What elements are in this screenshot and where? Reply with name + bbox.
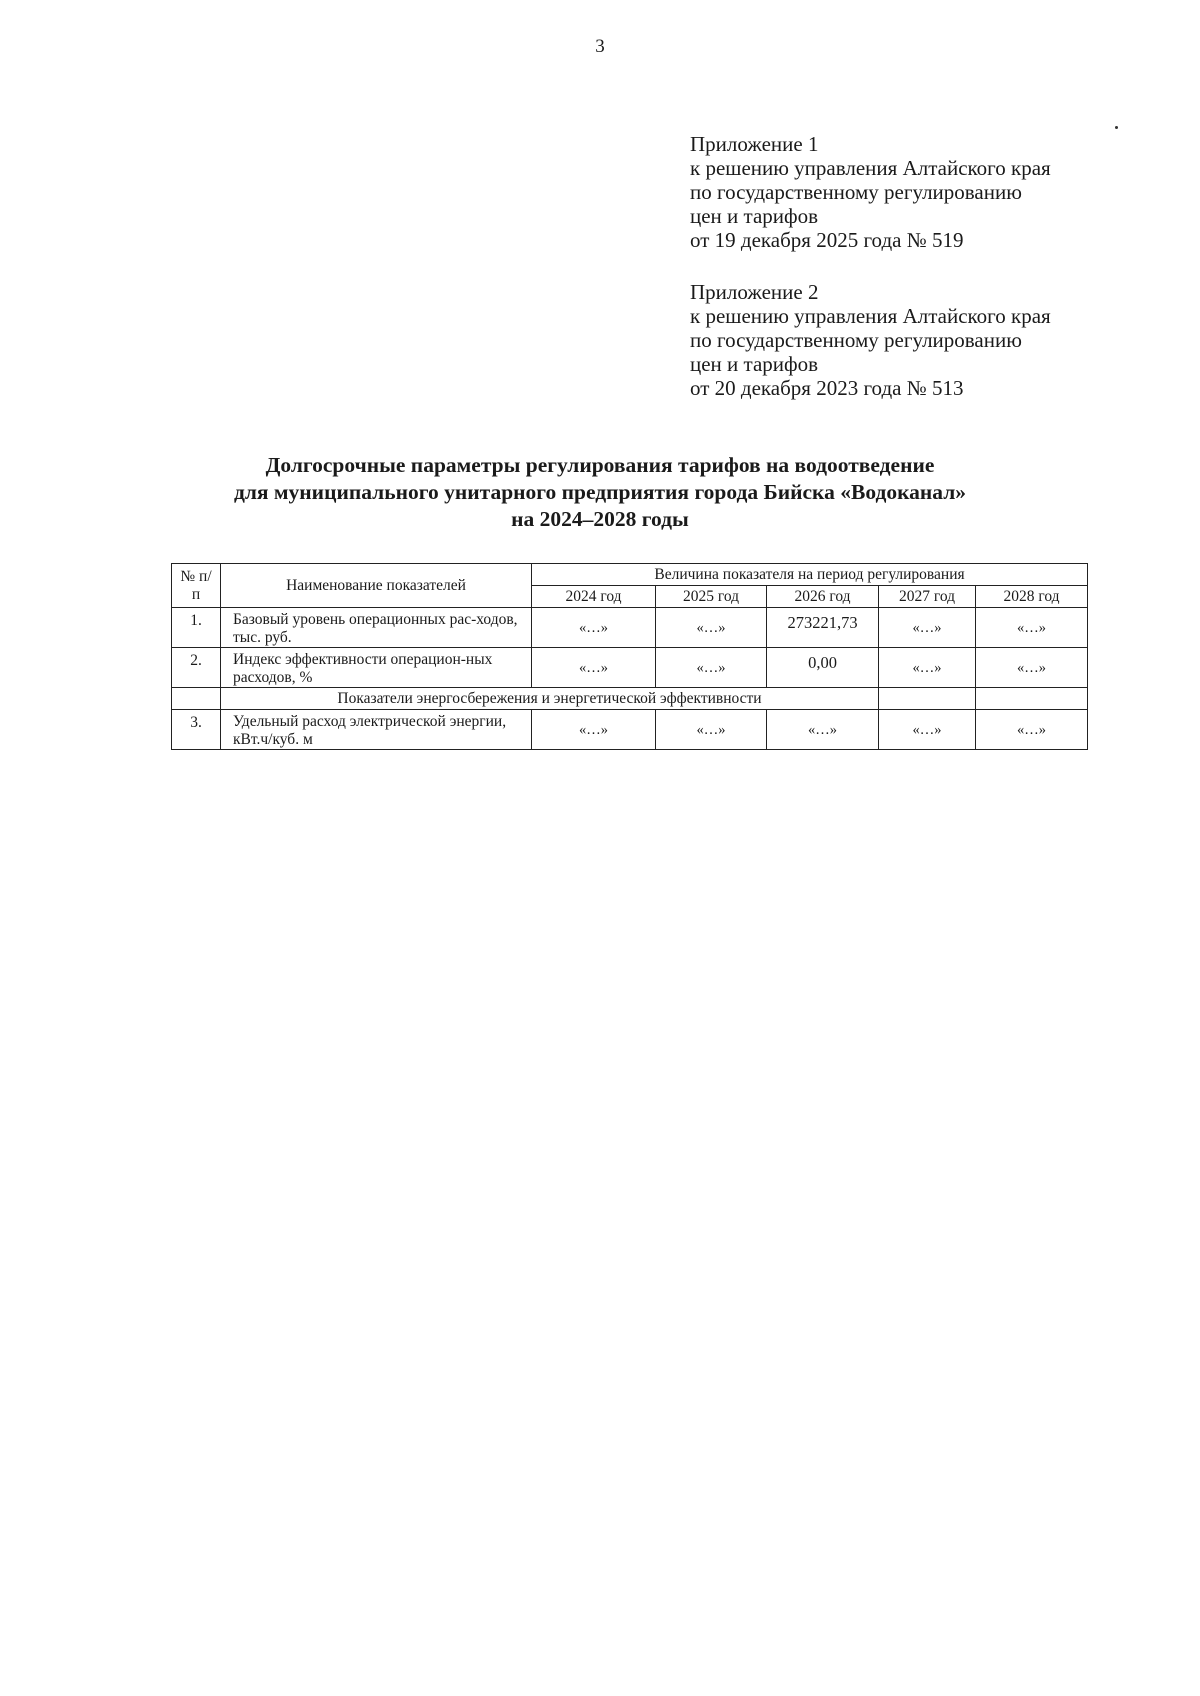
row-value: «…»: [656, 608, 767, 648]
row-value: «…»: [976, 608, 1088, 648]
appendix-1-line: к решению управления Алтайского края: [690, 156, 1051, 180]
appendix-2-line: по государственному регулированию: [690, 328, 1022, 352]
row-value: «…»: [879, 710, 976, 750]
header-row: [172, 564, 1088, 586]
row-name: Базовый уровень операционных рас-ходов, тыс. руб.: [221, 608, 532, 648]
appendix-1-line: по государственному регулированию: [690, 180, 1022, 204]
row-value: «…»: [656, 648, 767, 688]
row-value: «…»: [532, 608, 656, 648]
row-num: 1.: [172, 608, 221, 648]
header-period: Величина показателя на период регулирования: [532, 564, 1088, 586]
appendix-2-block: [690, 280, 1051, 400]
section-title: Показатели энергосбережения и энергетической эффективности: [221, 688, 879, 710]
section-num-blank: [172, 688, 221, 710]
section-blank-cell: [879, 688, 976, 710]
table-row: [172, 608, 1088, 648]
title-line: для муниципального унитарного предприятия города Бийска «Водоканал»: [233, 480, 967, 504]
page-number: 3: [595, 36, 605, 57]
row-value: 0,00: [767, 648, 879, 688]
header-year: 2027 год: [879, 586, 976, 608]
appendix-1-line: Приложение 1: [690, 132, 819, 156]
section-blank-cell: [976, 688, 1088, 710]
header-year: 2026 год: [767, 586, 879, 608]
title-line: на 2024–2028 годы: [511, 507, 689, 531]
row-value: «…»: [532, 648, 656, 688]
appendix-1-block: [690, 132, 1051, 252]
header-year: 2025 год: [656, 586, 767, 608]
table-row: [172, 710, 1088, 750]
header-year: 2028 год: [976, 586, 1088, 608]
appendix-2-line: Приложение 2: [690, 280, 819, 304]
row-num: 3.: [172, 710, 221, 750]
appendix-2-line: от 20 декабря 2023 года № 513: [690, 376, 964, 400]
row-value: «…»: [767, 710, 879, 750]
appendix-2-line: к решению управления Алтайского края: [690, 304, 1051, 328]
row-value: «…»: [656, 710, 767, 750]
row-value: «…»: [532, 710, 656, 750]
row-value: «…»: [976, 648, 1088, 688]
header-year: 2024 год: [532, 586, 656, 608]
row-name: Удельный расход электрической энергии, кВт.ч/куб. м: [221, 710, 532, 750]
table-row: [172, 648, 1088, 688]
appendix-1-line: цен и тарифов: [690, 204, 819, 228]
header-num: № п/п: [172, 564, 221, 608]
section-row: [172, 688, 1088, 710]
row-name: Индекс эффективности операцион-ных расходов, %: [221, 648, 532, 688]
row-value: «…»: [976, 710, 1088, 750]
appendix-1-line: от 19 декабря 2025 года № 519: [690, 228, 964, 252]
row-value: «…»: [879, 608, 976, 648]
row-num: 2.: [172, 648, 221, 688]
parameters-table: [171, 563, 1088, 750]
row-value: «…»: [879, 648, 976, 688]
row-value: 273221,73: [767, 608, 879, 648]
scan-dot: [1115, 126, 1118, 129]
appendix-2-line: цен и тарифов: [690, 352, 819, 376]
header-name: Наименование показателей: [221, 564, 532, 608]
document-title: [0, 452, 1200, 533]
title-line: Долгосрочные параметры регулирования тарифов на водоотведение: [265, 453, 935, 477]
